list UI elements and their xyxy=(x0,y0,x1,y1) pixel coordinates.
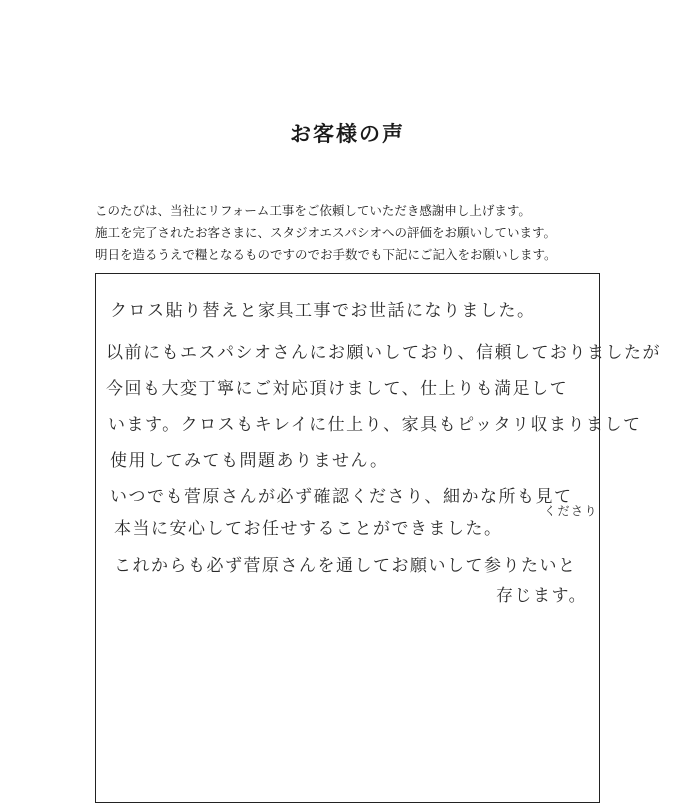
handwritten-line: クロス貼り替えと家具工事でお世話になりました。 xyxy=(110,301,536,321)
intro-line: 施工を完了されたお客さまに、スタジオエスパシオへの評価をお願いしています。 xyxy=(95,225,557,240)
handwritten-line: 以前にもエスパシオさんにお願いしており、信頼しておりましたが xyxy=(106,343,661,363)
handwritten-note: くださり xyxy=(544,504,599,518)
handwritten-line: これからも必ず菅原さんを通してお願いして参りたいと xyxy=(114,556,577,576)
intro-line: 明日を造るうえで糧となるものですのでお手数でも下記にご記入をお願いします。 xyxy=(95,247,557,262)
handwritten-line: 今回も大変丁寧にご対応頂けまして、仕上りも満足して xyxy=(106,379,569,399)
handwritten-line: 存じます。 xyxy=(496,586,588,606)
handwritten-line: いつでも菅原さんが必ず確認くださり、細かな所も見て xyxy=(110,487,573,507)
handwritten-line: 使用してみても問題ありません。 xyxy=(110,451,389,471)
page-title: お客様の声 xyxy=(290,121,405,146)
handwritten-line: います。クロスもキレイに仕上り、家具もピッタリ収まりまして xyxy=(108,415,642,435)
handwritten-line: 本当に安心してお任せすることができました。 xyxy=(114,519,503,539)
handwritten-comment-box xyxy=(95,273,661,803)
intro-text xyxy=(95,200,615,266)
intro-line: このたびは、当社にリフォーム工事をご依頼していただき感謝申し上げます。 xyxy=(95,203,531,218)
